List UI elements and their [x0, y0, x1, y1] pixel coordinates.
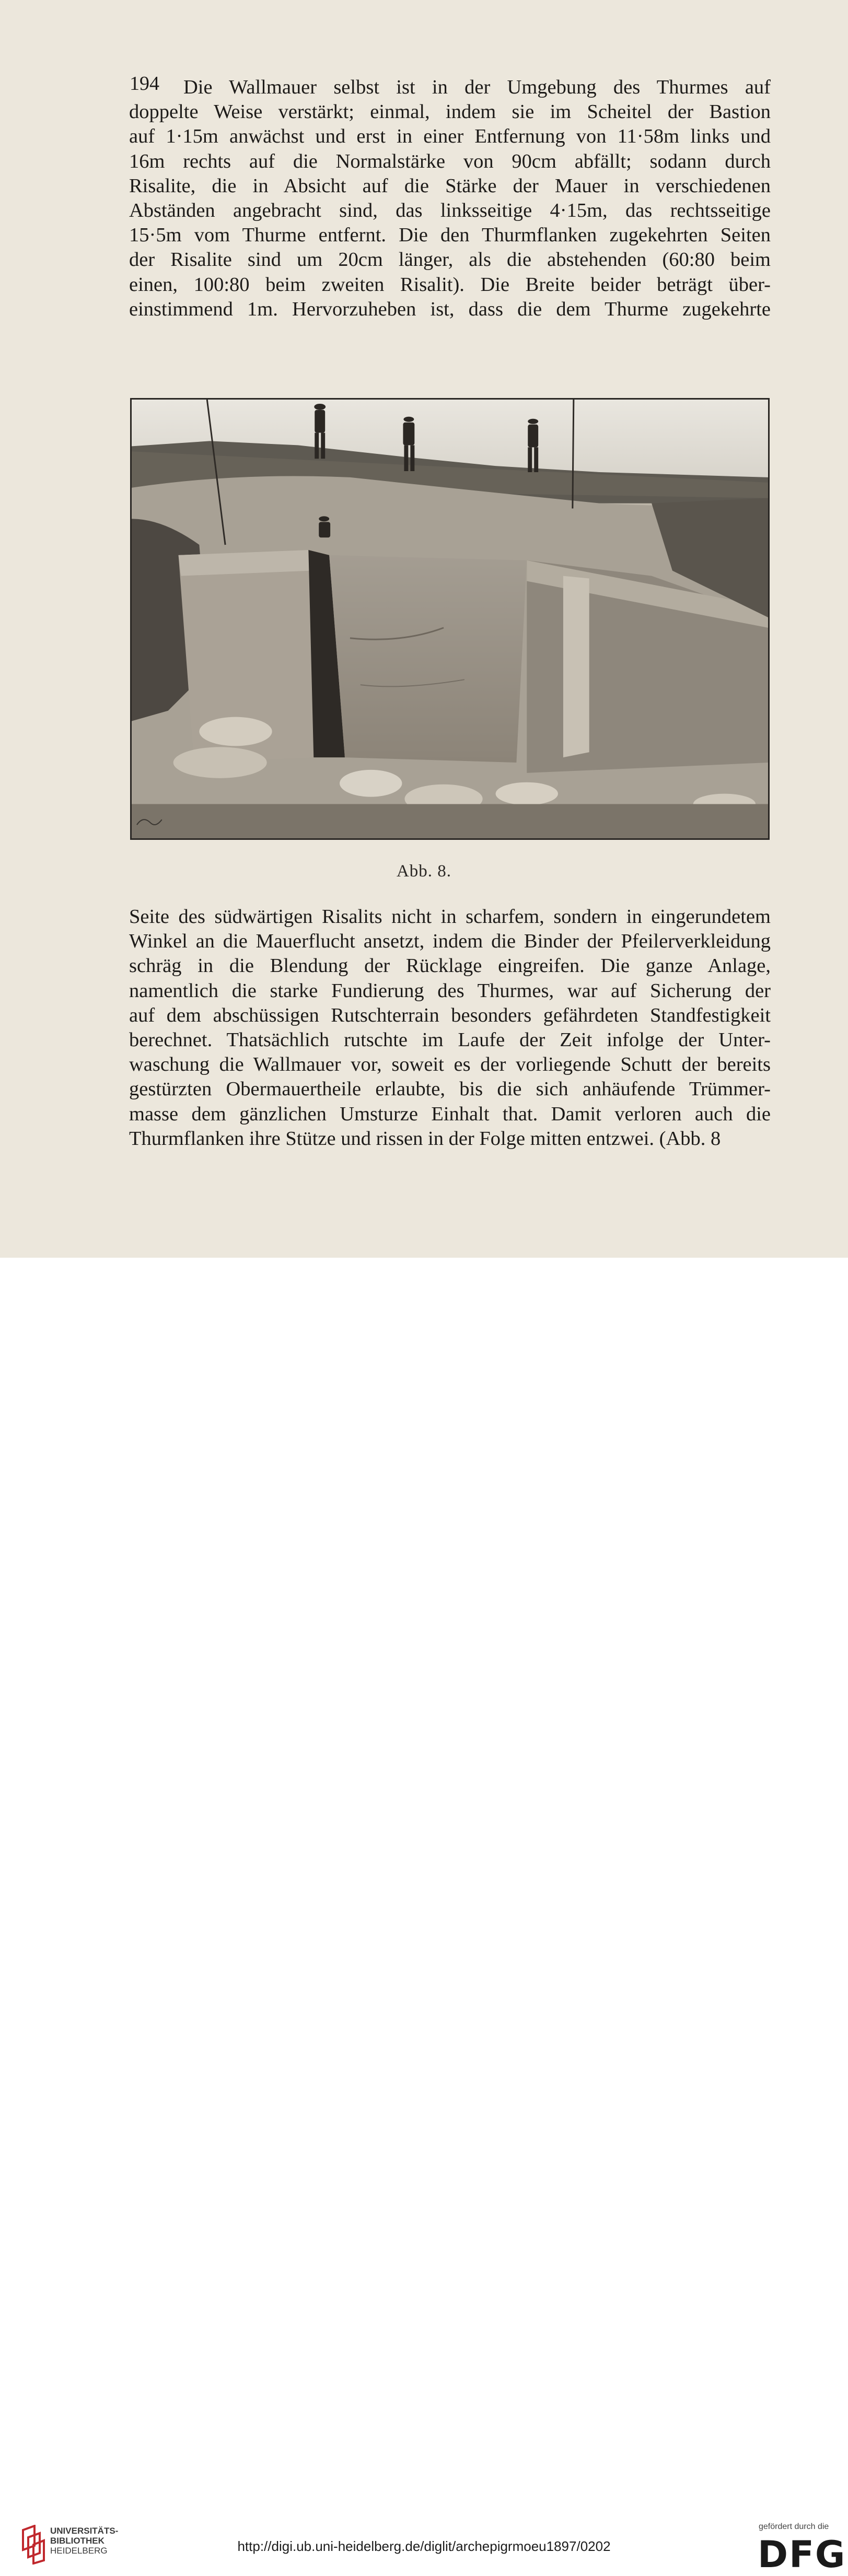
- dfg-logo: DFG: [758, 2533, 846, 2576]
- text-line: Risalite, die in Absicht auf die Stärke der Mauer in verschiedenen: [129, 174, 771, 197]
- excavation-photograph: [130, 398, 770, 840]
- text-line: auf 1·15m anwächst und erst in einer Entfernung von 11·58m links und: [129, 125, 771, 148]
- photo-illustration: [132, 400, 768, 838]
- text-line: auf dem abschüssigen Rutschterrain besonders gefährdeten Standfestigkeit: [129, 1004, 771, 1026]
- paragraph-2: [129, 905, 771, 1151]
- text-line: namentlich die starke Fundierung des Thurmes, war auf Sicherung der: [129, 979, 771, 1002]
- library-name-line: HEIDELBERG: [50, 2546, 108, 2556]
- scanned-page: [0, 0, 848, 1258]
- permalink-url[interactable]: http://digi.ub.uni-heidelberg.de/diglit/archepigrmoeu1897/0202: [237, 2538, 611, 2554]
- text-line: Winkel an die Mauerflucht ansetzt, indem die Binder der Pfeilerverkleidung: [129, 930, 771, 953]
- library-name-line: BIBLIOTHEK: [50, 2536, 104, 2546]
- text-line: 15·5m vom Thurme entfernt. Die den Thurmflanken zugekehrten Seiten: [129, 224, 771, 247]
- text-line: Die Wallmauer selbst ist in der Umgebung des Thurmes auf: [183, 76, 771, 98]
- library-name-line: UNIVERSITÄTS-: [50, 2526, 119, 2536]
- text-line: Thurmflanken ihre Stütze und rissen in der Folge mitten entzwei. (Abb. 8: [129, 1127, 721, 1150]
- digitization-footer: [0, 1258, 848, 2576]
- funding-label: gefördert durch die: [759, 2522, 829, 2531]
- paragraph-1: [129, 75, 771, 322]
- text-line: 16m rechts auf die Normalstärke von 90cm abfällt; sodann durch: [129, 150, 771, 172]
- text-line: Seite des südwärtigen Risalits nicht in scharfem, sondern in eingerundetem: [129, 906, 771, 928]
- text-line: waschung die Wallmauer vor, soweit es der vorliegende Schutt der bereits: [129, 1053, 771, 1076]
- text-line: einen, 100:80 beim zweiten Risalit). Die Breite beider beträgt über-: [129, 273, 771, 296]
- text-line: einstimmend 1m. Hervorzuheben ist, dass die dem Thurme zugekehrte: [129, 298, 771, 320]
- text-line: berechnet. Thatsächlich rutschte im Laufe der Zeit infolge der Unter-: [129, 1029, 771, 1051]
- text-line: schräg in die Blendung der Rücklage eingreifen. Die ganze Anlage,: [129, 955, 771, 977]
- page-number: 194: [130, 73, 159, 95]
- text-line: gestürzten Obermauertheile erlaubte, bis die sich anhäufende Trümmer-: [129, 1078, 771, 1100]
- text-line: Abständen angebracht sind, das linksseitige 4·15m, das rechtsseitige: [129, 200, 771, 222]
- figure-caption: Abb. 8.: [396, 862, 452, 881]
- text-line: der Risalite sind um 20cm länger, als die abstehenden (60:80 beim: [129, 249, 771, 271]
- text-line: masse dem gänzlichen Umsturze Einhalt that. Damit verloren auch die: [129, 1103, 771, 1125]
- text-line: doppelte Weise verstärkt; einmal, indem sie im Scheitel der Bastion: [129, 101, 771, 123]
